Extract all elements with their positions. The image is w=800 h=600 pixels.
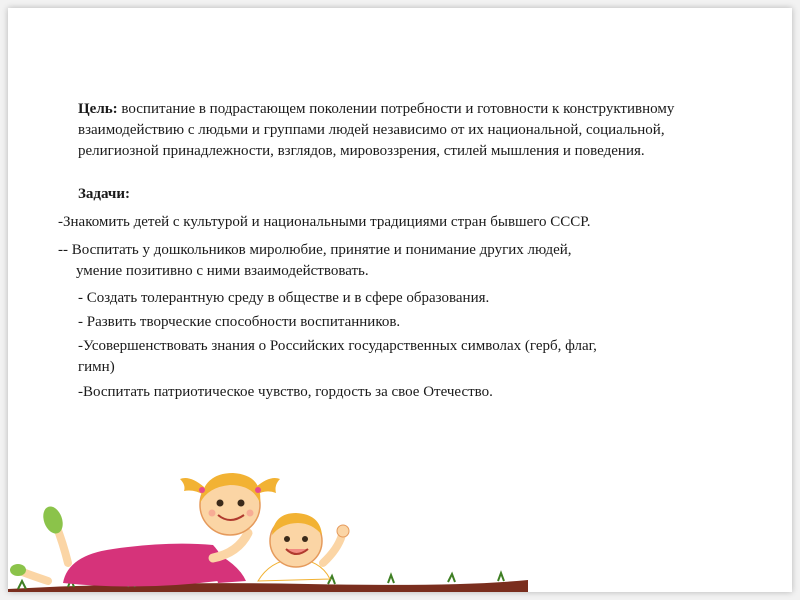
boy-arm	[323, 535, 342, 563]
task-item-2-line-2: умение позитивно с ними взаимодействовать.	[76, 263, 369, 279]
task-item-5-line-1: -Усовершенствовать знания о Российских государственных символах (герб, флаг,	[78, 338, 597, 354]
boy-hand	[337, 525, 349, 537]
task-item-2-line-1: -- Воспитать у дошкольников миролюбие, принятие и понимание других людей,	[58, 242, 572, 258]
goal-text: воспитание в подрастающем поколении потребности и готовности к конструктивному взаимодействию с людьми и группами людей независимо от их национальной, социальной, религиозной принадлежности, взглядов, мировоззрения, стилей мышления и поведения.	[78, 101, 675, 159]
girl-dress	[63, 544, 223, 587]
task-item-5-line-2: гимн)	[78, 359, 115, 375]
slide	[8, 8, 792, 592]
slide-text	[8, 8, 792, 428]
task-item-1: -Знакомить детей с культурой и национальными традициями стран бывшего СССР.	[58, 214, 591, 230]
goal-paragraph	[78, 99, 728, 162]
task-item-5	[78, 336, 728, 378]
girl-shoe-2	[10, 564, 26, 576]
tasks-title: Задачи:	[78, 186, 131, 202]
task-item-2	[58, 240, 738, 282]
girl-arm	[213, 533, 248, 558]
children-lying-illustration	[8, 453, 528, 592]
task-item-6: -Воспитать патриотическое чувство, гордость за свое Отечество.	[78, 384, 493, 400]
task-item-4: - Развить творческие способности воспитанников.	[78, 314, 401, 330]
goal-label: Цель:	[78, 101, 118, 117]
task-item-3: - Создать толерантную среду в обществе и в сфере образования.	[78, 290, 490, 306]
